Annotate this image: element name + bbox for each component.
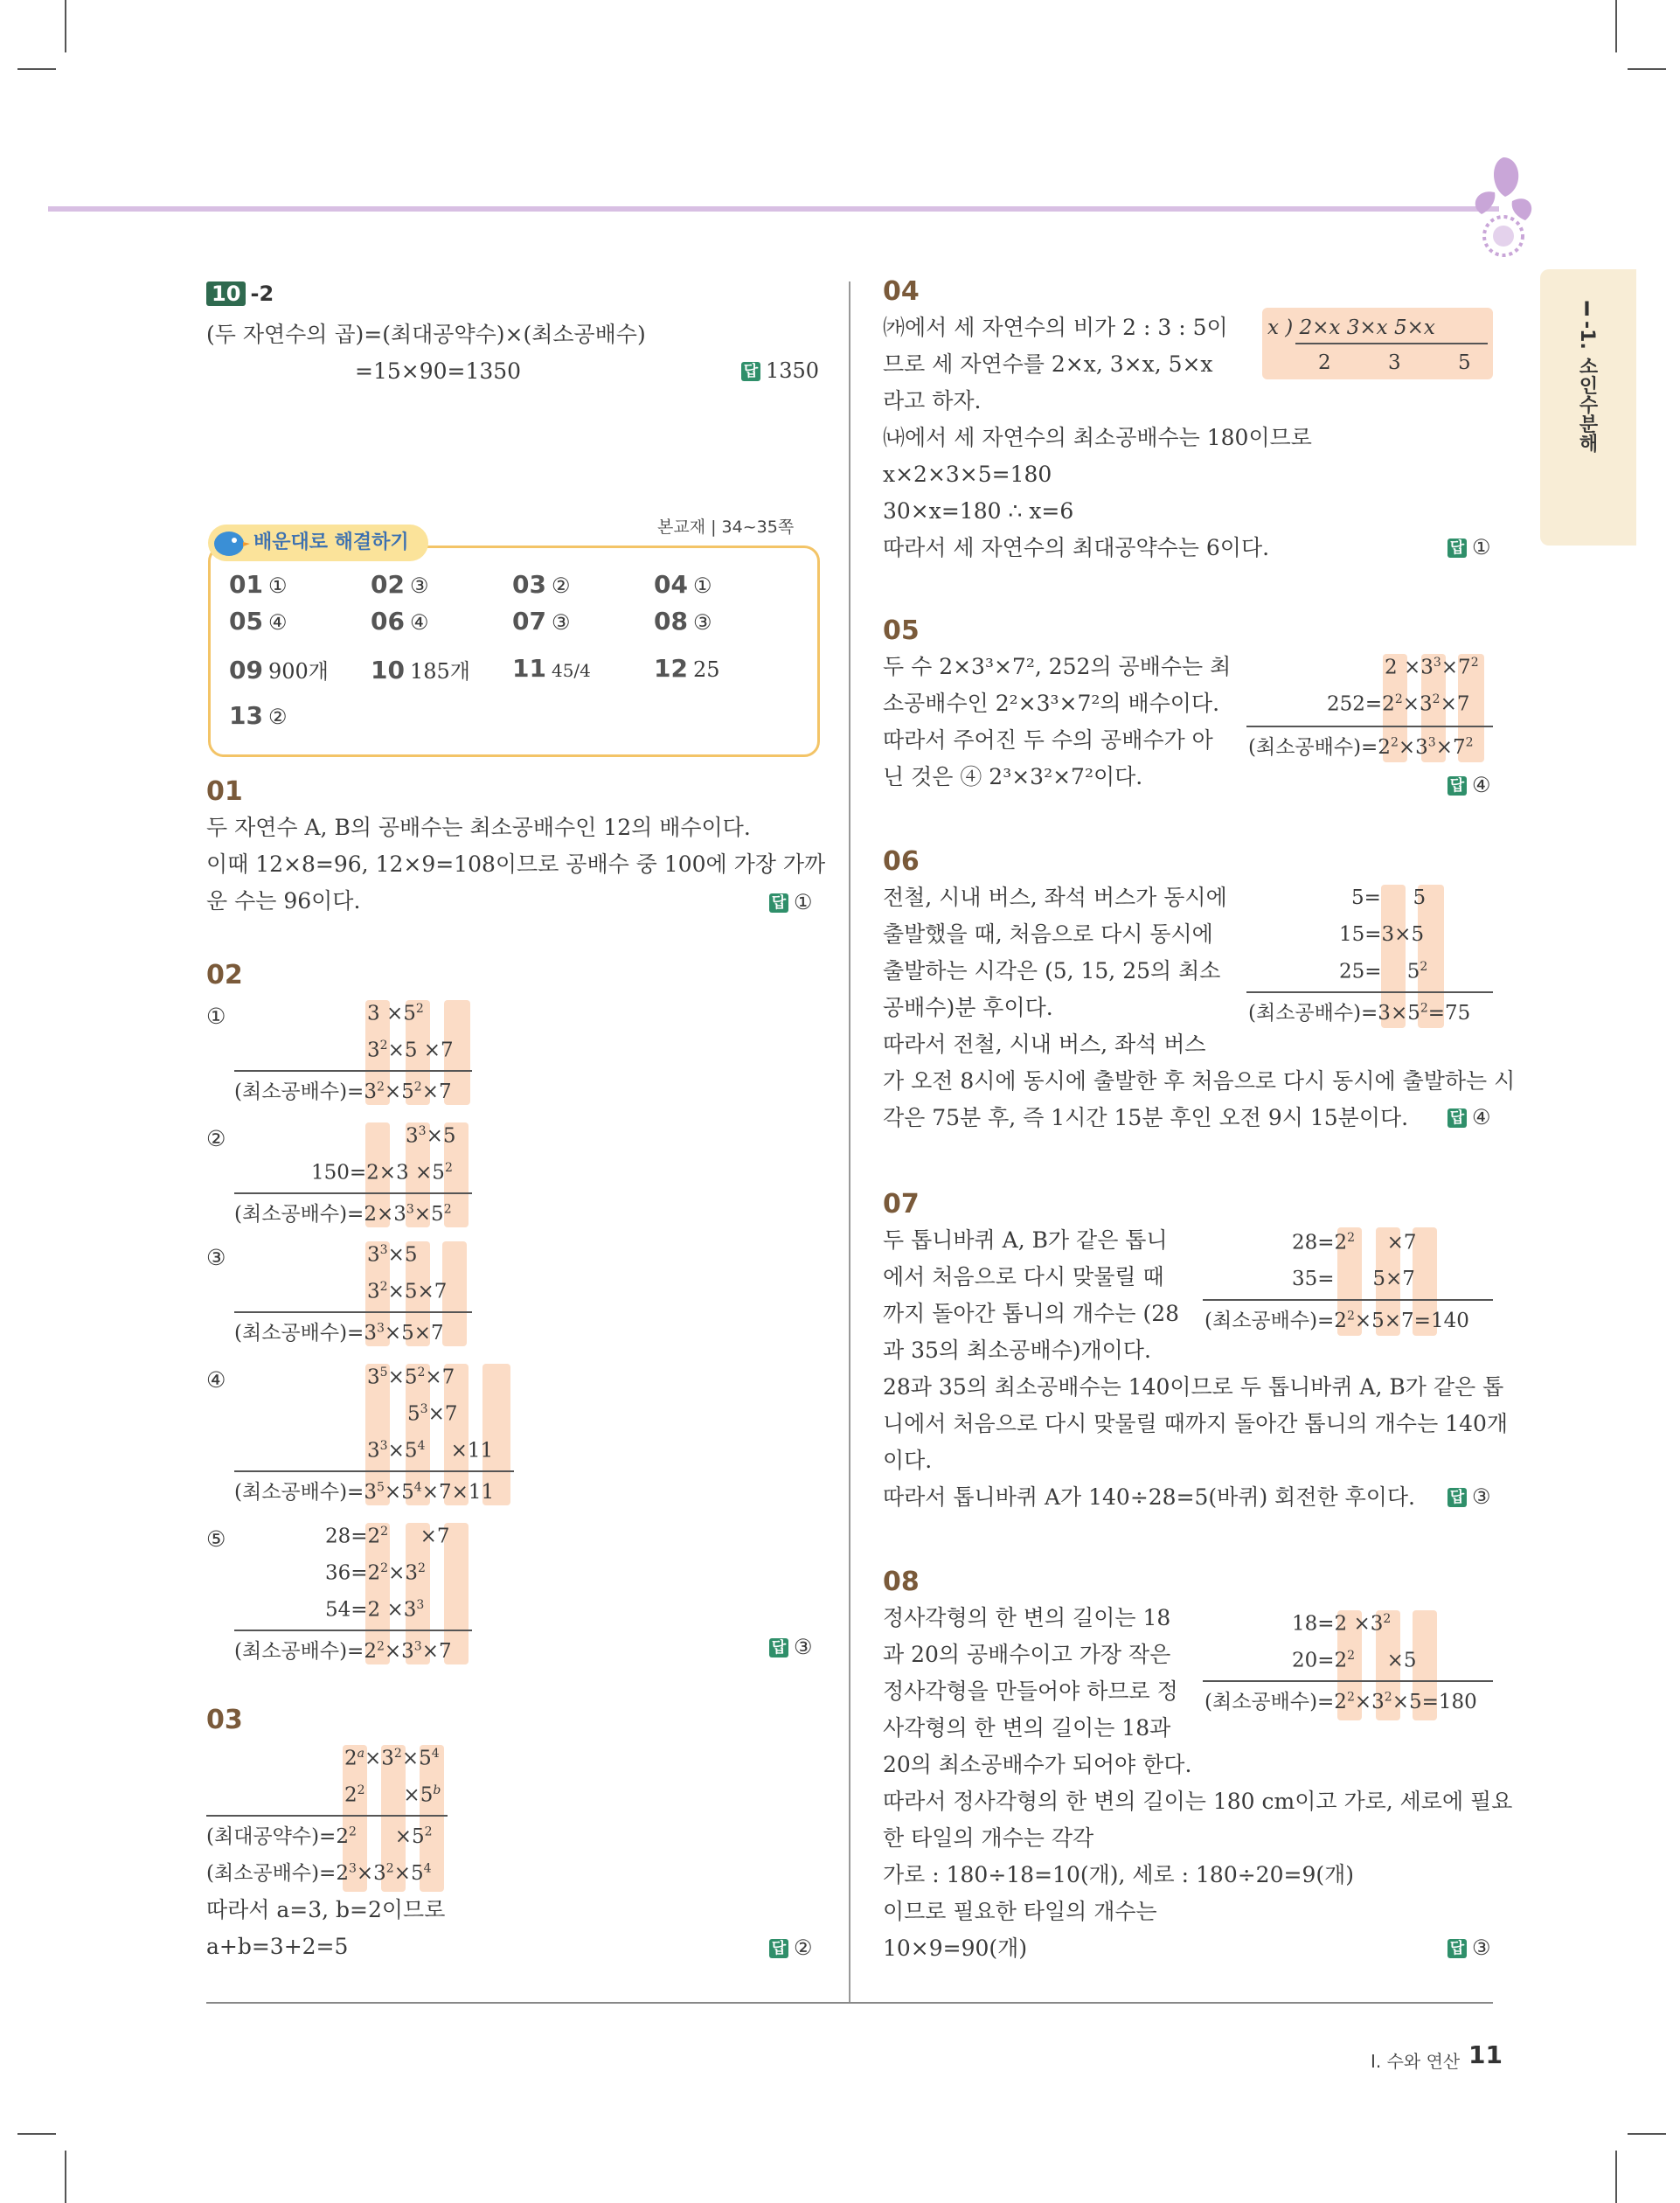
calc-line: $3^5\times 5^2\times 7$ — [367, 1366, 455, 1389]
text-line: 과 20의 공배수이고 가장 작은 — [883, 1642, 1171, 1667]
calc-line: (최소공배수)$=2^2\times 5\times 7=140$ — [1204, 1309, 1469, 1332]
summary-answer-item — [229, 701, 287, 730]
calc-line: (최소공배수)$=2^2\times 3^2\times 5=180$ — [1204, 1690, 1477, 1713]
division-quotient: 5 — [1458, 351, 1471, 374]
flower-ornament-icon — [1451, 140, 1547, 262]
header-rule — [48, 206, 1499, 212]
text-line: 라고 하자. — [883, 388, 982, 413]
summary-answer-item — [229, 570, 287, 599]
answer-label — [1447, 1484, 1491, 1509]
summary-item-number: 05 — [229, 607, 263, 636]
answer-value: 1350 — [766, 358, 820, 383]
summary-item-number: 07 — [512, 607, 546, 636]
choice-label: ② — [206, 1126, 226, 1151]
problem-number: 06 — [883, 846, 920, 877]
calc-line: $28=2^2$ ×7 — [325, 1525, 450, 1548]
text-line: 사각형의 한 변의 길이는 18과 — [883, 1715, 1171, 1741]
text-line: 이때 12×8=96, 12×9=108이므로 공배수 중 100에 가장 가까 — [206, 851, 826, 877]
column-divider — [849, 281, 850, 2004]
summary-item-number: 12 — [654, 654, 688, 683]
summary-item-number: 04 — [654, 570, 688, 599]
choice-label: ⑤ — [206, 1526, 226, 1552]
calc-line: (최소공배수)$=2^2\times 3^3\times 7$ — [234, 1639, 452, 1663]
problem-number: 03 — [206, 1705, 243, 1735]
text-line: 따라서 주어진 두 수의 공배수가 아 — [883, 727, 1213, 753]
calc-line: $54=2 \times 3^3$ — [325, 1598, 425, 1622]
summary-item-number: 01 — [229, 570, 263, 599]
summary-item-number: 02 — [371, 570, 405, 599]
calc-line: $20=2^2$ ×5 — [1292, 1649, 1417, 1672]
problem-number: 08 — [883, 1567, 920, 1597]
summary-answer-item — [654, 654, 720, 683]
answer-value: ① — [794, 890, 813, 914]
answer-icon: 답 — [741, 362, 760, 381]
calc-line: 35= 5×7 — [1292, 1268, 1415, 1290]
division-quotient: 2 — [1318, 351, 1331, 374]
calc-line: (최소공배수)$=3^2\times 5^2\times 7$ — [234, 1080, 452, 1103]
calc-line: $5^3\times 7$ — [407, 1402, 458, 1426]
answer-label — [769, 1635, 813, 1659]
text-line: 이다. — [883, 1448, 933, 1473]
summary-answer-item — [512, 607, 570, 636]
crop-mark — [17, 68, 56, 70]
summary-answer-item — [371, 654, 470, 685]
calc-line: $2^a\times 3^2\times 5^4$ — [344, 1747, 440, 1770]
calc-line: $252=2^2\times 3^2\times 7$ — [1327, 692, 1470, 716]
answer-label — [1447, 773, 1491, 797]
answer-icon: 답 — [769, 1939, 788, 1958]
division-quotient: 3 — [1388, 351, 1401, 374]
answer-value: ③ — [1472, 1484, 1491, 1509]
calc-line: 15=3×5 — [1339, 923, 1425, 946]
summary-item-number: 08 — [654, 607, 688, 636]
summary-answer-item — [512, 654, 591, 683]
text-line: 과 35의 최소공배수)개이다. — [883, 1338, 1151, 1363]
answer-icon: 답 — [769, 1638, 788, 1657]
choice-label: ① — [206, 1004, 226, 1029]
text-line: (두 자연수의 곱)=(최대공약수)×(최소공배수) — [206, 322, 646, 347]
answer-value: ④ — [1472, 1105, 1491, 1129]
answer-icon: 답 — [769, 893, 788, 913]
summary-item-answer: ④ — [267, 610, 288, 635]
answer-label — [1447, 535, 1491, 559]
answer-value: ④ — [1472, 773, 1491, 797]
calc-line: $2 \times 3^3\times 7^2$ — [1385, 656, 1479, 679]
side-tab-label: Ⅰ-1. 소인수분해 — [1576, 299, 1598, 453]
calc-line: $150=2\times 3 \times 5^2$ — [311, 1161, 453, 1185]
calc-line: (최소공배수)$=3^5\times 5^4\times 7\times 11$ — [234, 1480, 495, 1504]
summary-answer-item — [512, 570, 570, 599]
division-top: x ) 2×x 3×x 5×x — [1267, 316, 1435, 339]
summary-answer-item — [371, 570, 428, 599]
calc-line: $3^2\times 5 \times 7$ — [367, 1039, 454, 1062]
answer-icon: 답 — [1447, 1939, 1467, 1958]
answer-icon: 답 — [1447, 1488, 1467, 1507]
problem-number: 04 — [883, 276, 920, 307]
summary-item-number: 10 — [371, 656, 405, 685]
page-number: 11 — [1468, 2040, 1503, 2069]
calc-line: (최대공약수)$=2^2$ $\times 5^2$ — [206, 1824, 433, 1848]
text-line: 가 오전 8시에 동시에 출발한 후 처음으로 다시 동시에 출발하는 시 — [883, 1068, 1516, 1094]
summary-answer-grid — [229, 570, 806, 745]
summary-item-answer: 25 — [692, 657, 720, 682]
calc-line: $28=2^2$ ×7 — [1292, 1231, 1417, 1254]
text-line: 까지 돌아간 톱니의 개수는 (28 — [883, 1301, 1180, 1326]
text-line: ㈎에서 세 자연수의 비가 2 : 3 : 5이 — [883, 315, 1228, 340]
answer-value: ② — [794, 1935, 813, 1960]
calc-line: (최소공배수)$=2^3\times 3^2\times 5^4$ — [206, 1861, 432, 1885]
summary-item-answer: ④ — [409, 610, 429, 635]
text-line: 두 자연수 A, B의 공배수는 최소공배수인 12의 배수이다. — [206, 815, 751, 840]
answer-label — [1447, 1935, 1491, 1960]
text-line: 닌 것은 ④ 2³×3²×7²이다. — [883, 764, 1143, 789]
footer-section: Ⅰ. 수와 연산 — [1371, 2051, 1461, 2072]
summary-item-answer: 900개 — [267, 659, 329, 684]
bottom-rule — [206, 2002, 1493, 2004]
text-line: 출발하는 시각은 (5, 15, 25의 최소 — [883, 958, 1221, 983]
calc-line: $18=2 \times 3^2$ — [1292, 1612, 1392, 1636]
bird-icon — [210, 521, 250, 561]
answer-value: ③ — [1472, 1935, 1491, 1960]
text-line: 따라서 a=3, b=2이므로 — [206, 1897, 446, 1922]
calc-line: $2^2$ $\times 5^b$ — [344, 1783, 441, 1807]
answer-label — [1447, 1105, 1491, 1129]
problem-suffix: -2 — [250, 281, 274, 306]
calc-line: (최소공배수)$=2\times 3^3\times 5^2$ — [234, 1202, 452, 1226]
text-line: 므로 세 자연수를 2×x, 3×x, 5×x — [883, 351, 1213, 377]
text-line: 에서 처음으로 다시 맞물릴 때 — [883, 1264, 1164, 1289]
text-line: 가로 : 180÷18=10(개), 세로 : 180÷20=9(개) — [883, 1862, 1355, 1887]
summary-item-answer: ② — [267, 705, 288, 729]
calc-line: $3^3\times 5$ — [367, 1243, 418, 1267]
calc-line: $3 \times 5^2$ — [367, 1002, 424, 1025]
text-line: 30×x=180 ∴ x=6 — [883, 498, 1074, 524]
choice-label: ④ — [206, 1367, 226, 1393]
summary-item-number: 03 — [512, 570, 546, 599]
calc-line: $36=2^2\times 3^2$ — [325, 1561, 426, 1585]
text-line: 두 수 2×3³×7², 252의 공배수는 최 — [883, 654, 1232, 679]
text-line: 전철, 시내 버스, 좌석 버스가 동시에 — [883, 885, 1227, 910]
crop-mark — [65, 0, 66, 52]
summary-item-answer: ② — [551, 573, 571, 598]
crop-mark — [1628, 68, 1666, 70]
summary-answer-item — [654, 607, 712, 636]
summary-item-number: 06 — [371, 607, 405, 636]
text-line: 10×9=90(개) — [883, 1935, 1028, 1961]
answer-label — [741, 358, 819, 383]
problem-number: 05 — [883, 615, 920, 646]
text-line: 각은 75분 후, 즉 1시간 15분 후인 오전 9시 15분이다. — [883, 1105, 1409, 1130]
text-line: 니에서 처음으로 다시 맞물릴 때까지 돌아간 톱니의 개수는 140개 — [883, 1411, 1509, 1436]
text-line: 따라서 전철, 시내 버스, 좌석 버스 — [883, 1032, 1206, 1057]
text-line: 한 타일의 개수는 각각 — [883, 1825, 1094, 1851]
text-line: 이므로 필요한 타일의 개수는 — [883, 1899, 1157, 1924]
calc-line: $3^3\times 5$ — [406, 1124, 456, 1148]
text-line: x×2×3×5=180 — [883, 462, 1052, 487]
summary-item-answer: ③ — [409, 573, 429, 598]
summary-item-answer: ③ — [551, 610, 571, 635]
calc-line: (최소공배수)$=3^3\times 5\times 7$ — [234, 1321, 444, 1345]
crop-mark — [65, 2151, 66, 2203]
text-line: 20의 최소공배수가 되어야 한다. — [883, 1752, 1192, 1777]
crop-mark — [17, 2133, 56, 2135]
text-line: 운 수는 96이다. — [206, 888, 361, 914]
crop-mark — [1615, 0, 1617, 52]
calc-line: 5= 5 — [1351, 886, 1427, 909]
answer-icon: 답 — [1447, 1108, 1467, 1128]
summary-item-fraction: 45/4 — [551, 660, 591, 681]
side-tab[interactable] — [1540, 269, 1636, 546]
summary-item-answer: 185개 — [409, 659, 470, 684]
problem-number: 07 — [883, 1189, 920, 1220]
text-line: 28과 35의 최소공배수는 140이므로 두 톱니바퀴 A, B가 같은 톱 — [883, 1374, 1504, 1400]
text-line: =15×90=1350 — [355, 358, 522, 384]
summary-item-answer: ③ — [692, 610, 712, 635]
crop-mark — [1615, 2151, 1617, 2203]
problem-number: 02 — [206, 960, 243, 990]
calc-line: $3^3\times 5^4$ ×11 — [367, 1439, 494, 1463]
summary-answer-item — [371, 607, 428, 636]
text-line: 소공배수인 2²×3³×7²의 배수이다. — [883, 691, 1220, 716]
answer-icon: 답 — [1447, 776, 1467, 796]
text-line: 정사각형의 한 변의 길이는 18 — [883, 1605, 1171, 1630]
text-line: ㈏에서 세 자연수의 최소공배수는 180이므로 — [883, 425, 1312, 450]
summary-answer-item — [229, 654, 329, 685]
problem-number: 01 — [206, 776, 243, 807]
answer-value: ③ — [794, 1635, 813, 1659]
summary-item-answer: ① — [692, 573, 712, 598]
summary-title: 배운대로 해결하기 — [208, 525, 428, 561]
answer-label — [769, 890, 813, 914]
answer-label — [769, 1935, 813, 1960]
summary-item-answer: ① — [267, 573, 288, 598]
crop-mark — [1628, 2133, 1666, 2135]
answer-value: ① — [1472, 535, 1491, 559]
summary-item-number: 13 — [229, 701, 263, 730]
answer-icon: 답 — [1447, 539, 1467, 558]
calc-line: 25= $5^2$ — [1339, 960, 1428, 983]
calc-line: (최소공배수)$=2^2\times 3^3\times 7^2$ — [1248, 735, 1474, 759]
text-line: 두 톱니바퀴 A, B가 같은 톱니 — [883, 1227, 1168, 1253]
summary-answer-item — [654, 570, 712, 599]
text-line: 따라서 세 자연수의 최대공약수는 6이다. — [883, 535, 1270, 560]
text-line: 출발했을 때, 처음으로 다시 동시에 — [883, 921, 1213, 947]
calc-line: (최소공배수)$=3\times 5^2=75$ — [1248, 1001, 1471, 1025]
reference-pages: 본교재 | 34~35쪽 — [657, 518, 795, 537]
calc-line: $3^2\times 5\times 7$ — [367, 1280, 448, 1303]
summary-answer-item — [229, 607, 287, 636]
summary-item-number: 09 — [229, 656, 263, 685]
summary-item-number: 11 — [512, 654, 546, 683]
text-line: 따라서 정사각형의 한 변의 길이는 180 cm이고 가로, 세로에 필요 — [883, 1789, 1513, 1814]
text-line: 따라서 톱니바퀴 A가 140÷28=5(바퀴) 회전한 후이다. — [883, 1484, 1415, 1510]
choice-label: ③ — [206, 1245, 226, 1270]
text-line: a+b=3+2=5 — [206, 1934, 349, 1959]
problem-number: 10 — [206, 281, 246, 306]
text-line: 공배수)분 후이다. — [883, 995, 1053, 1020]
problem-10-2 — [206, 281, 274, 306]
text-line: 정사각형을 만들어야 하므로 정 — [883, 1678, 1178, 1704]
